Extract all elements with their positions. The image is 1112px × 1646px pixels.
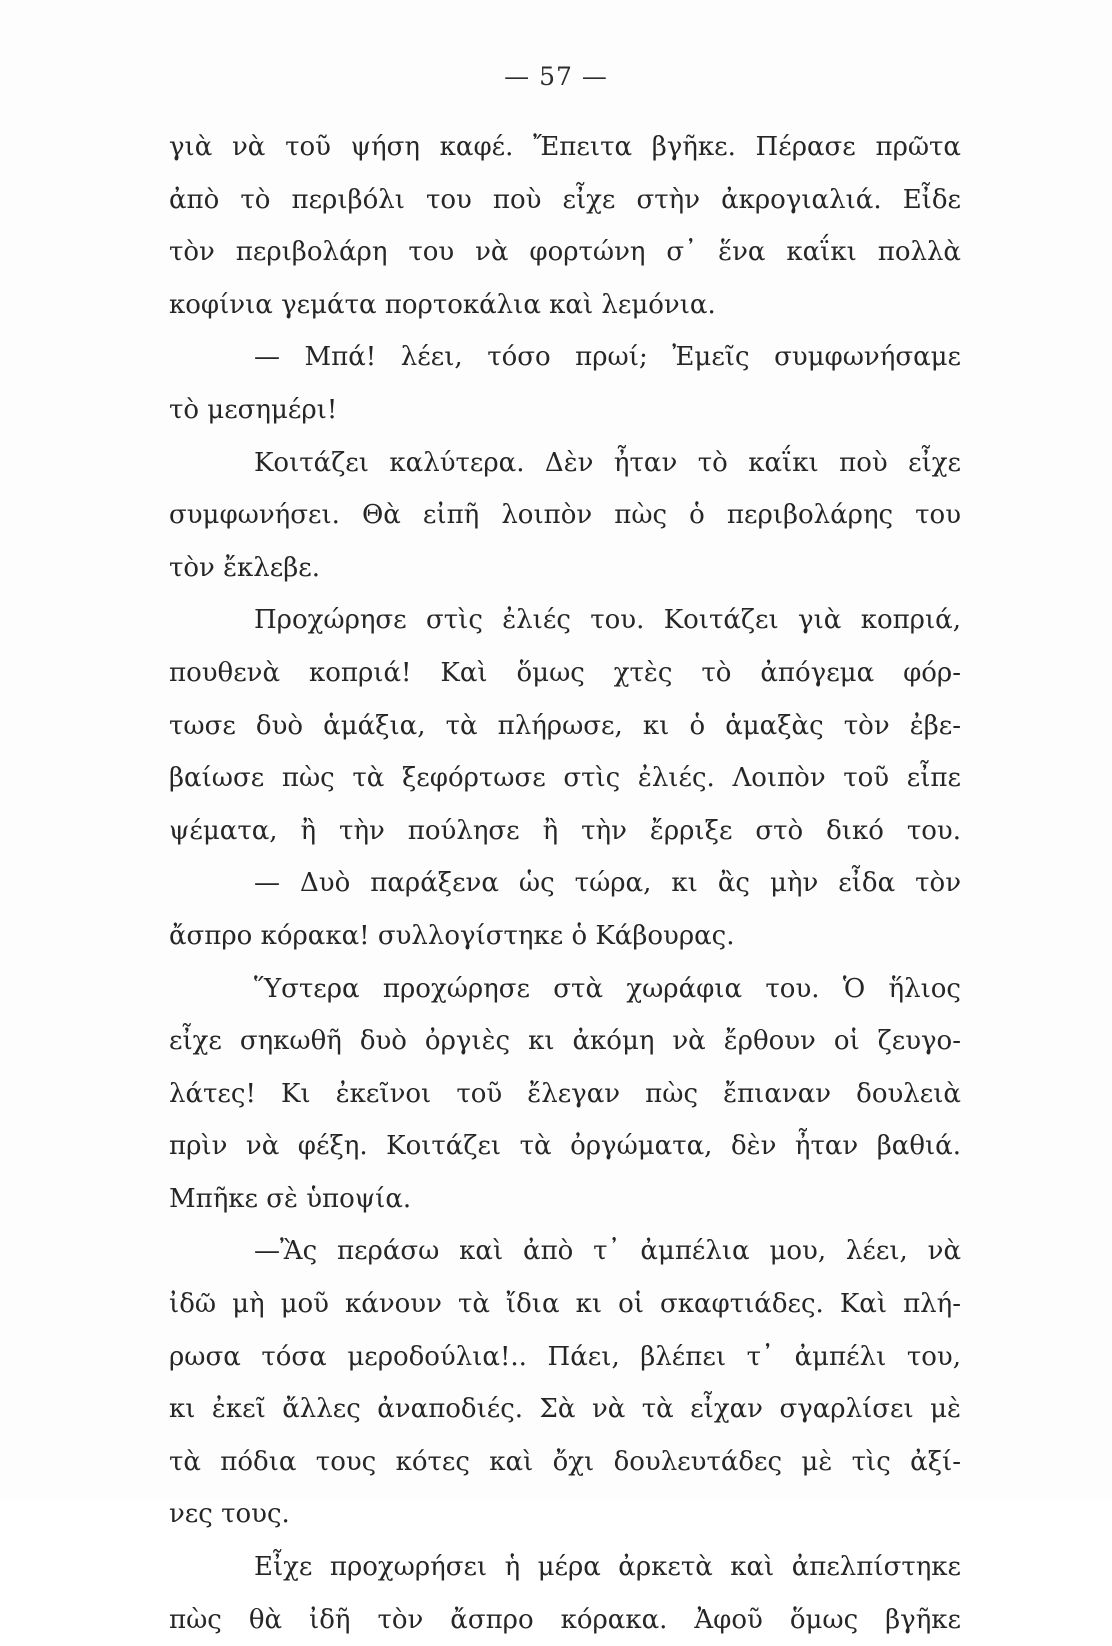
text-line: ἰδῶ μὴ μοῦ κάνουν τὰ ἴδια κι οἱ σκαφτιάδες. Καὶ πλή-: [169, 1289, 961, 1320]
text-line: Μπῆκε σὲ ὑποψία.: [169, 1183, 412, 1214]
text-line: βαίωσε πὼς τὰ ξεφόρτωσε στὶς ἐλιές. Λοιπὸν τοῦ εἶπε: [169, 763, 961, 794]
text-line: Κοιτάζει καλύτερα. Δὲν ἦταν τὸ καΐκι ποὺ εἶχε: [254, 447, 961, 478]
text-line: τὸν ἔκλεβε.: [169, 552, 321, 583]
text-line: Εἶχε προχωρήσει ἡ μέρα ἀρκετὰ καὶ ἀπελπίστηκε: [254, 1552, 961, 1583]
body-text: [169, 121, 961, 1646]
text-line: ρωσα τόσα μεροδούλια!.. Πάει, βλέπει τ᾿ ἀμπέλι του,: [169, 1341, 961, 1372]
text-line: πὼς θὰ ἰδῆ τὸν ἄσπρο κόρακα. Ἀφοῦ ὅμως βγῆκε: [169, 1604, 961, 1635]
text-line: συμφωνήσει. Θὰ εἰπῆ λοιπὸν πὼς ὁ περιβολάρης του: [169, 500, 961, 531]
text-line: ἄσπρο κόρακα! συλλογίστηκε ὁ Κάβουρας.: [169, 920, 735, 951]
text-line: λάτες! Κι ἐκεῖνοι τοῦ ἔλεγαν πὼς ἔπιαναν δουλειὰ: [169, 1078, 961, 1109]
text-line: ψέματα, ἢ τὴν πούλησε ἢ τὴν ἔρριξε στὸ δικό του.: [169, 815, 961, 846]
page-number: — 57 —: [504, 62, 608, 91]
text-line: Προχώρησε στὶς ἐλιές του. Κοιτάζει γιὰ κοπριά,: [254, 605, 961, 636]
text-line: Ὕστερα προχώρησε στὰ χωράφια του. Ὁ ἥλιος: [254, 973, 961, 1004]
text-line: — Μπά! λέει, τόσο πρωί; Ἐμεῖς συμφωνήσαμε: [254, 342, 961, 373]
text-line: πρὶν νὰ φέξη. Κοιτάζει τὰ ὀργώματα, δὲν ἦταν βαθιά.: [169, 1131, 961, 1162]
text-line: ἀπὸ τὸ περιβόλι του ποὺ εἶχε στὴν ἀκρογιαλιά. Εἶδε: [169, 184, 961, 215]
text-line: κοφίνια γεμάτα πορτοκάλια καὶ λεμόνια.: [169, 289, 716, 320]
text-line: τὸ μεσημέρι!: [169, 394, 338, 425]
text-line: εἶχε σηκωθῆ δυὸ ὀργιὲς κι ἀκόμη νὰ ἔρθουν οἱ ζευγο-: [169, 1026, 961, 1057]
text-line: κι ἐκεῖ ἄλλες ἀναποδιές. Σὰ νὰ τὰ εἶχαν σγαρλίσει μὲ: [169, 1394, 961, 1425]
text-line: —Ἂς περάσω καὶ ἀπὸ τ᾿ ἀμπέλια μου, λέει, νὰ: [254, 1236, 961, 1267]
text-line: τωσε δυὸ ἁμάξια, τὰ πλήρωσε, κι ὁ ἁμαξὰς τὸν ἐβε-: [169, 710, 961, 741]
text-line: γιὰ νὰ τοῦ ψήση καφέ. Ἔπειτα βγῆκε. Πέρασε πρῶτα: [169, 132, 961, 162]
text-line: — Δυὸ παράξενα ὡς τώρα, κι ἂς μὴν εἶδα τὸν: [254, 868, 961, 899]
text-line: τὸν περιβολάρη του νὰ φορτώνη σ᾿ ἕνα καΐκι πολλὰ: [169, 237, 961, 268]
text-line: τὰ πόδια τους κότες καὶ ὄχι δουλευτάδες μὲ τὶς ἀξί-: [169, 1446, 961, 1477]
text-line: νες τους.: [169, 1499, 290, 1530]
text-line: πουθενὰ κοπριά! Καὶ ὅμως χτὲς τὸ ἀπόγεμα φόρ-: [169, 657, 961, 688]
